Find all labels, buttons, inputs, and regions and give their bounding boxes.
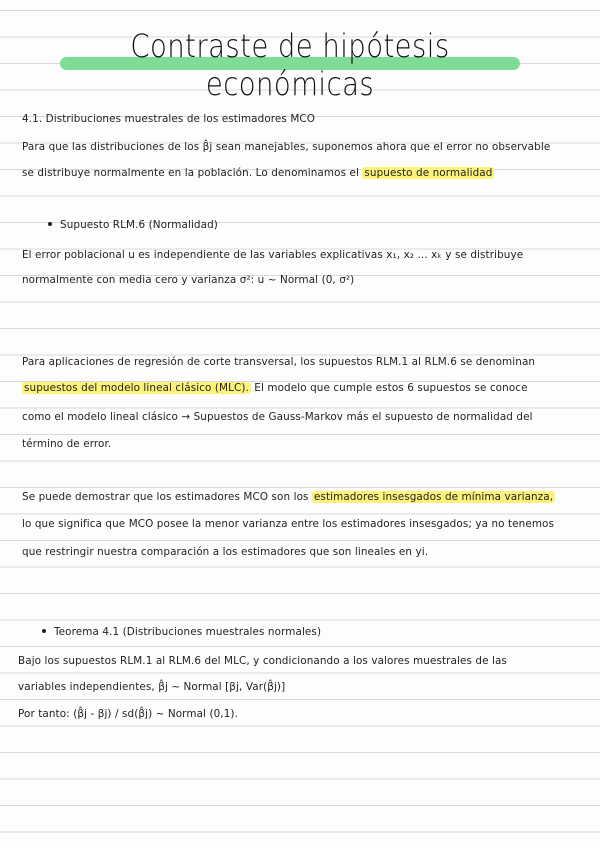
- clm-text: El modelo que cumple estos 6 supuestos se conoce: [250, 382, 528, 394]
- highlight-clm: supuestos del modelo lineal clásico (MLC).: [24, 382, 249, 394]
- assumption-line-1: El error poblacional u es independiente de las variables explicativas x₁, x₂ ... xₖ y se distribuye: [22, 249, 524, 261]
- theorem-line-3: Por tanto: (β̂j - βj) / sd(β̂j) ~ Normal (0,1).: [18, 708, 238, 720]
- highlight-normality: supuesto de normalidad: [364, 167, 493, 179]
- highlight-mvue: estimadores insesgados de mínima varianza,: [313, 491, 554, 503]
- intro-line-2: [22, 166, 578, 180]
- theorem-line-2: variables independientes, β̂j ~ Normal [βj, Var(β̂j)]: [18, 681, 286, 693]
- title-block: [60, 27, 520, 103]
- clm-line-1: Para aplicaciones de regresión de corte transversal, los supuestos RLM.1 al RLM.6 se denominan: [22, 356, 536, 368]
- clm-line-2: [22, 381, 578, 395]
- page-title: Contraste de hipótesis económicas: [130, 27, 450, 103]
- assumption-heading-text: Supuesto RLM.6 (Normalidad): [60, 219, 218, 231]
- mvue-line-3: que restringir nuestra comparación a los estimadores que son lineales en yi.: [22, 546, 429, 558]
- theorem-heading-text: Teorema 4.1 (Distribuciones muestrales normales): [54, 626, 322, 638]
- mvue-line-1: [22, 490, 578, 504]
- theorem-heading: [42, 625, 578, 639]
- mvue-text: Se puede demostrar que los estimadores MCO son los: [22, 491, 312, 503]
- clm-line-3: como el modelo lineal clásico → Supuestos de Gauss-Markov más el supuesto de normalidad del: [22, 411, 533, 423]
- bullet-icon: [48, 222, 52, 226]
- assumption-heading: [48, 218, 578, 232]
- bullet-icon: [42, 629, 46, 633]
- section-heading: 4.1. Distribuciones muestrales de los estimadores MCO: [22, 113, 316, 125]
- theorem-line-1: Bajo los supuestos RLM.1 al RLM.6 del MLC, y condicionando a los valores muestrales de las: [18, 655, 507, 667]
- assumption-line-2: normalmente con media cero y varianza σ²: u ~ Normal (0, σ²): [22, 274, 355, 286]
- intro-line-1: Para que las distribuciones de los β̂j sean manejables, suponemos ahora que el error no observable: [22, 141, 551, 153]
- intro-text: se distribuye normalmente en la población. Lo denominamos el: [22, 167, 363, 179]
- clm-line-4: término de error.: [22, 438, 112, 450]
- mvue-line-2: lo que significa que MCO posee la menor varianza entre los estimadores insesgados; ya no tenemos: [22, 518, 555, 530]
